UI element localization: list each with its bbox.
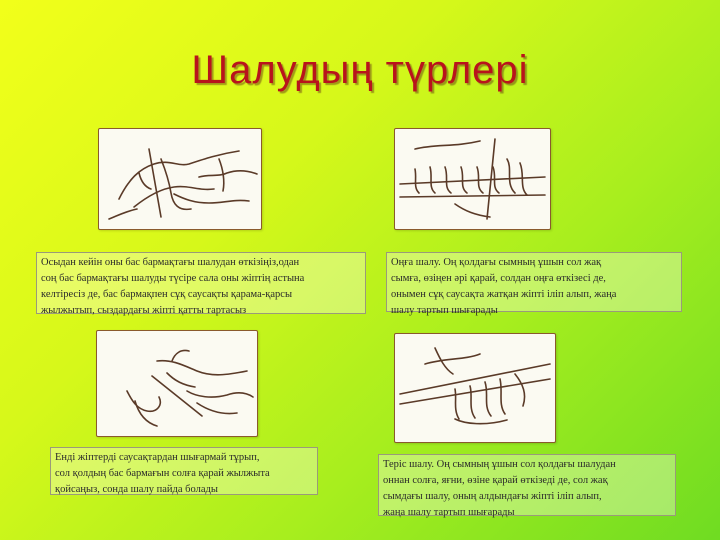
hand-knitting-illustration-2 xyxy=(96,330,258,437)
caption-step-2 xyxy=(50,447,318,495)
caption-step-1 xyxy=(36,252,366,314)
caption-text-4: Терiс шалу. Оң сымның ұшын сол қолдағы шалудан оннан солға, яғни, өзіне қарай өткізеді де, сол жақ сымдағы шалу, оның алдындағы жіпті іліп алып, жаңа шалу тартып шығарады xyxy=(383,459,616,518)
hand-knitting-illustration-1 xyxy=(98,128,262,230)
caption-text-1: Осыдан кейін оны бас бармақтағы шалудан өткізіңіз,одан соң бас бармақтағы шалуды түсіре сала оны жіптің астына келтіресіз де, бас бармақпен сұқ саусақты қарама-қарсы жылжытып, сыздардағы жіпті қатты тартасыз xyxy=(41,257,305,316)
caption-purl-stitch xyxy=(378,454,676,516)
slide-title: Шалудың түрлері xyxy=(191,48,529,92)
knit-stitch-illustration xyxy=(394,128,551,230)
caption-text-2: Оңға шалу. Оң қолдағы сымның ұшын сол жақ сымға, өзіңен әрі қарай, солдан оңға өткізесі де, онымен сұқ саусақта жатқан жіпті іліп алып, жаңа шалу тартып шығарады xyxy=(391,257,617,316)
caption-knit-stitch xyxy=(386,252,682,316)
caption-text-3: Енді жіптерді саусақтардан шығармай тұрып, сол қолдың бас бармағын солға қарай жылжыта қойсаңыз, сонда шалу пайда болады xyxy=(55,452,270,495)
purl-stitch-illustration xyxy=(394,333,556,443)
